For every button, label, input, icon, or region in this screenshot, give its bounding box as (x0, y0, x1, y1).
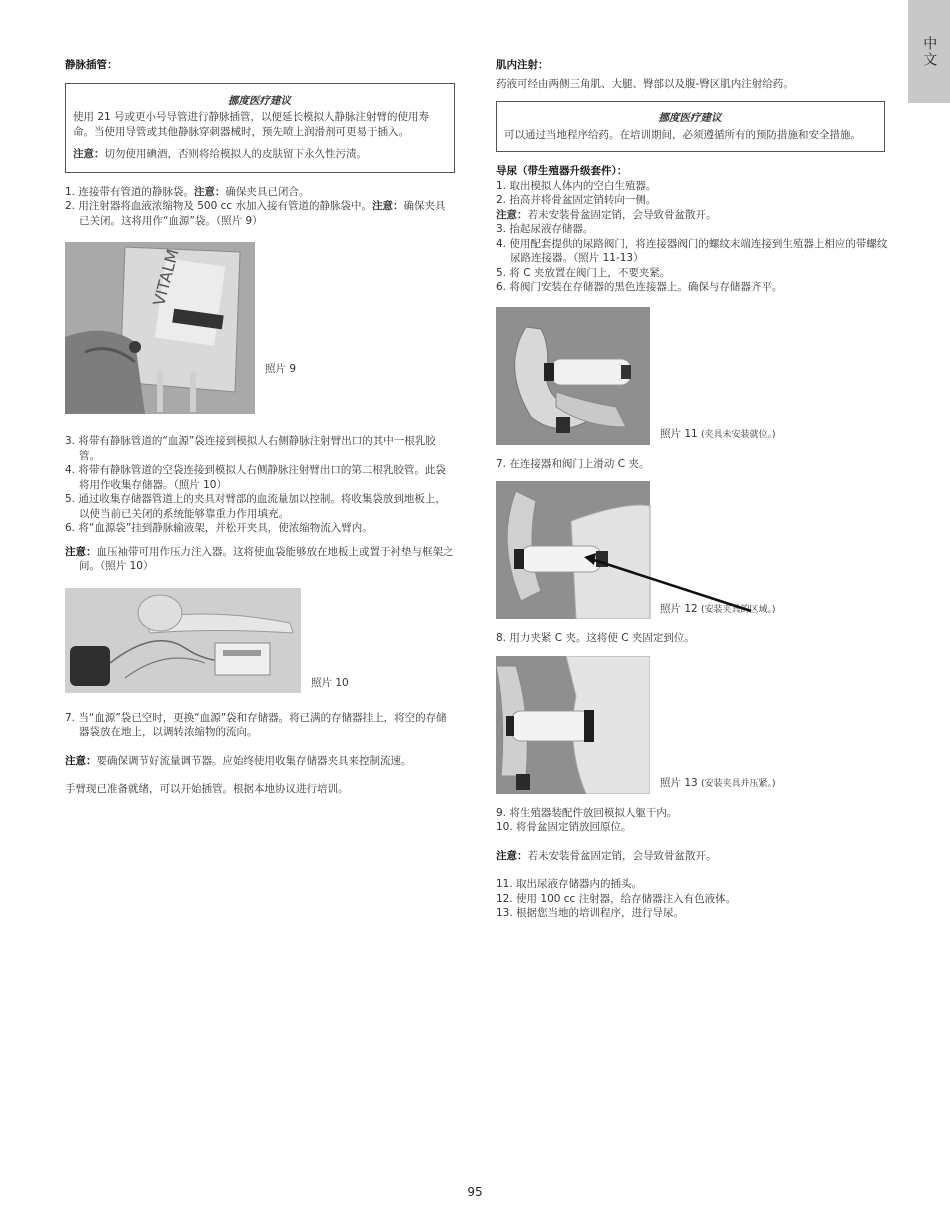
box-title: 挪度医疗建议 (658, 112, 722, 124)
list-item: 11. 取出尿液存储器内的插头。 (496, 878, 643, 890)
box-note-label: 注意： (73, 148, 105, 160)
list-item: 1. 连接带有管道的静脉袋。注意：确保夹具已闭合。 (65, 185, 310, 198)
closing-text: 手臂现已准备就绪，可以开始插管。根据本地协议进行培训。 (65, 783, 349, 795)
list-item: 5. 将 C 夹放置在阀门上，不要夹紧。 (496, 266, 671, 279)
photo-10-manikin-arm (65, 588, 301, 693)
list-item: 3. 抬起尿液存储器。 (496, 223, 594, 235)
svg-text:VITALM: VITALM (149, 247, 183, 308)
list-item: 6. 将“血源袋”挂到静脉输液架，并松开夹具，使浓缩物流入臂内。 (65, 522, 373, 534)
photo-13-clamp-tightened (496, 656, 650, 794)
right-column (496, 58, 891, 921)
iv-heading: 静脉插管： (65, 59, 118, 71)
note-flow-regulator: 注意：要确保调节好流量调节器。应始终使用收集存储器夹具来控制流速。 (65, 754, 412, 767)
box-text: 使用 21 号或更小号导管进行静脉插管，以便延长模拟人静脉注射臂的使用寿命。当使用导管或其他静脉穿刺器械时，预先喷上润滑剂可更易于插入。 (73, 111, 430, 138)
clamp-tightened-illustration (496, 656, 650, 794)
left-column (65, 58, 455, 797)
catheter-steps-11-13 (496, 877, 891, 921)
iv-step-7 (65, 711, 455, 740)
list-item: 5. 通过收集存储器管道上的夹具对臂部的血流量加以控制。将收集袋放到地板上，以使当前已关闭的系统能够靠重力作用填充。 (65, 493, 446, 520)
list-item: 4. 使用配套提供的尿路阀门，将连接器阀门的螺纹末端连接到生殖器上相应的带螺纹尿路连接器。（照片 11-13） (496, 237, 888, 264)
language-tab (908, 0, 950, 103)
list-item: 7. 当“血源”袋已空时，更换“血源”袋和存储器。将已满的存储器挂上，将空的存储器袋放在地上，以调转浓缩物的流向。 (65, 711, 447, 738)
box-note-text: 切勿使用碘酒，否则将给模拟人的皮肤留下永久性污渍。 (104, 148, 367, 160)
page-number: 95 (467, 1185, 483, 1199)
photo-10-caption: 照片 10 (311, 677, 349, 689)
box-text: 可以通过当地程序给药。在培训期间，必须遵循所有的预防措施和安全措施。 (504, 128, 861, 141)
list-item: 2. 抬高并将骨盆固定销转向一侧。 (496, 194, 657, 206)
list-item: 4. 将带有静脉管道的空袋连接到模拟人右侧静脉注射臂出口的第二根乳胶管。此袋将用作收集存储器。（照片 10） (65, 464, 446, 491)
list-item: 3. 将带有静脉管道的“血源”袋连接到模拟人右侧静脉注射臂出口的其中一根乳胶管。 (65, 435, 436, 462)
catheter-steps-1-2 (496, 179, 891, 208)
catheter-step-8 (496, 631, 891, 646)
iv-bag-illustration (65, 242, 255, 414)
list-item: 10. 将骨盆固定销放回原位。 (496, 821, 632, 833)
inline-note: 注意：若未安装骨盆固定销，会导致骨盆散开。 (496, 208, 717, 221)
list-item: 1. 取出模拟人体内的空白生殖器。 (496, 179, 657, 192)
photo-11-caption: 照片 11 (夹具未安装就位。) (660, 428, 776, 440)
box-note (73, 147, 446, 162)
manikin-arm-illustration (65, 588, 301, 693)
catheter-step-7 (496, 457, 891, 472)
list-item: 8. 用力夹紧 C 夹。这将使 C 夹固定到位。 (496, 632, 695, 644)
iv-steps-1-2 (65, 185, 455, 229)
im-intro: 药液可经由两侧三角肌、大腿、臀部以及腹-臀区肌内注射给药。 (496, 77, 794, 90)
list-item: 13. 根据您当地的培训程序，进行导尿。 (496, 907, 685, 919)
note-pressure-cuff: 注意：血压袖带可用作压力注入器。这将使血袋能够放在地板上或置于衬垫与框架之间。（照片 10） (65, 545, 454, 572)
photo-12-caption: 照片 12 (安装夹具的区域。) (660, 602, 776, 615)
list-item: 6. 将阀门安装在存储器的黑色连接器上。确保与存储器齐平。 (496, 281, 783, 293)
clamp-area-illustration (496, 481, 756, 619)
language-tab-label: 中文 (921, 35, 938, 68)
photo-9-caption: 照片 9 (265, 362, 297, 375)
im-heading: 肌内注射： (496, 59, 549, 71)
photo-12-clamp-area (496, 481, 650, 619)
catheter-steps-3-6 (496, 222, 891, 295)
list-item: 2. 用注射器将血液浓缩物及 500 cc 水加入接有管道的静脉袋中。注意：确保夹具已关闭。这将用作“血源”袋。（照片 9） (65, 200, 446, 227)
recommendation-box-iv (65, 83, 455, 173)
photo-13-caption: 照片 13 (安装夹具并压紧。) (660, 777, 776, 789)
list-item: 7. 在连接器和阀门上滑动 C 夹。 (496, 457, 650, 470)
note-pelvic-pin: 注意：若未安装骨盆固定销，会导致骨盆散开。 (496, 849, 717, 862)
box-title: 挪度医疗建议 (228, 94, 291, 107)
valve-illustration (496, 307, 650, 445)
catheter-steps-9-10 (496, 806, 891, 835)
list-item: 12. 使用 100 cc 注射器，给存储器注入有色液体。 (496, 892, 737, 905)
recommendation-box-im (496, 101, 885, 152)
photo-11-valve-unclamped (496, 307, 650, 445)
photo-9-iv-bag (65, 242, 255, 414)
iv-steps-3-6 (65, 434, 455, 536)
catheter-heading: 导尿（带生殖器升级套件）： (496, 165, 628, 177)
list-item: 9. 将生殖器装配件放回模拟人躯干内。 (496, 806, 678, 819)
